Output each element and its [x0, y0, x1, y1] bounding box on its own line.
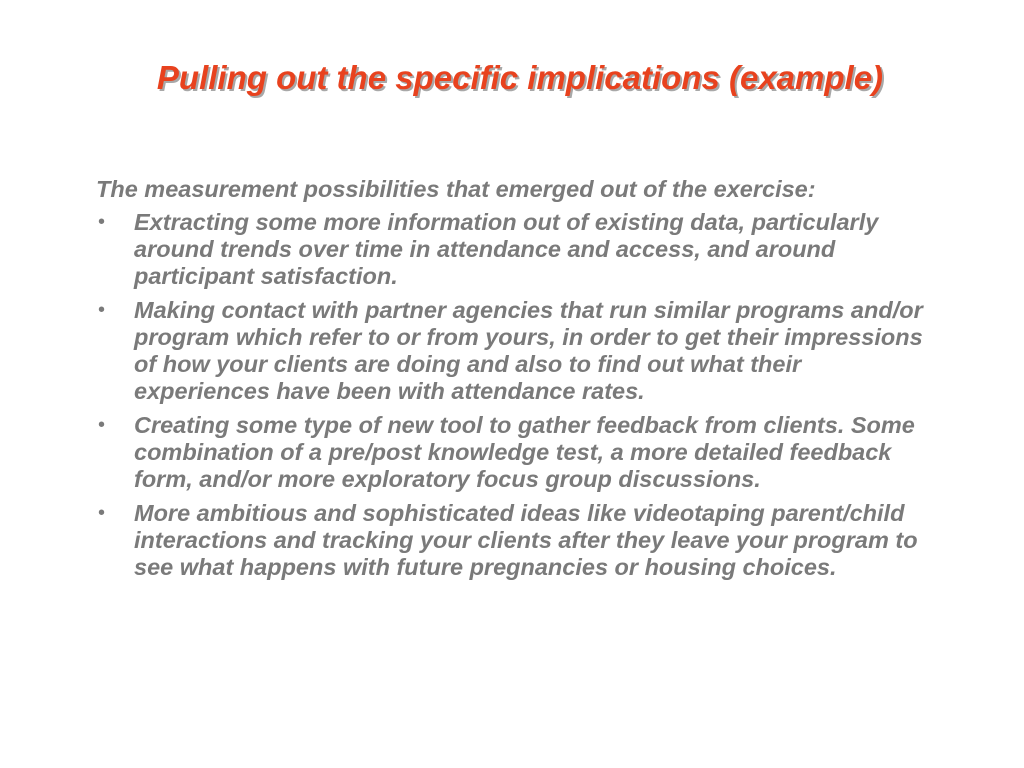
bullet-icon: •: [98, 502, 106, 524]
intro-text: The measurement possibilities that emerged out of the exercise:: [96, 176, 816, 202]
bullet-text: Extracting some more information out of existing data, particularly around trends over time in attendance and access, and around participant satisfaction.: [134, 209, 879, 289]
bullet-text: More ambitious and sophisticated ideas like videotaping parent/child interactions and tracking your clients after they leave your program to see what happens with future pregnancies or housing choices.: [134, 500, 918, 580]
bullet-text: Making contact with partner agencies that run similar programs and/or program which refer to or from yours, in order to get their impressions of how your clients are doing and also to find out what their experiences have been with attendance rates.: [134, 297, 923, 404]
slide-title: Pulling out the specific implications (example): [156, 59, 884, 96]
bullet-icon: •: [98, 414, 106, 436]
slide-body: [96, 176, 936, 588]
bullet-item: [96, 297, 936, 405]
bullet-list: [96, 209, 936, 581]
bullet-icon: •: [98, 299, 106, 321]
bullet-item: [96, 500, 936, 581]
bullet-item: [96, 209, 936, 290]
bullet-icon: •: [98, 211, 106, 233]
bullet-text: Creating some type of new tool to gather feedback from clients. Some combination of a pre/post knowledge test, a more detailed feedback form, and/or more exploratory focus group discussions.: [134, 412, 915, 492]
bullet-item: [96, 412, 936, 493]
